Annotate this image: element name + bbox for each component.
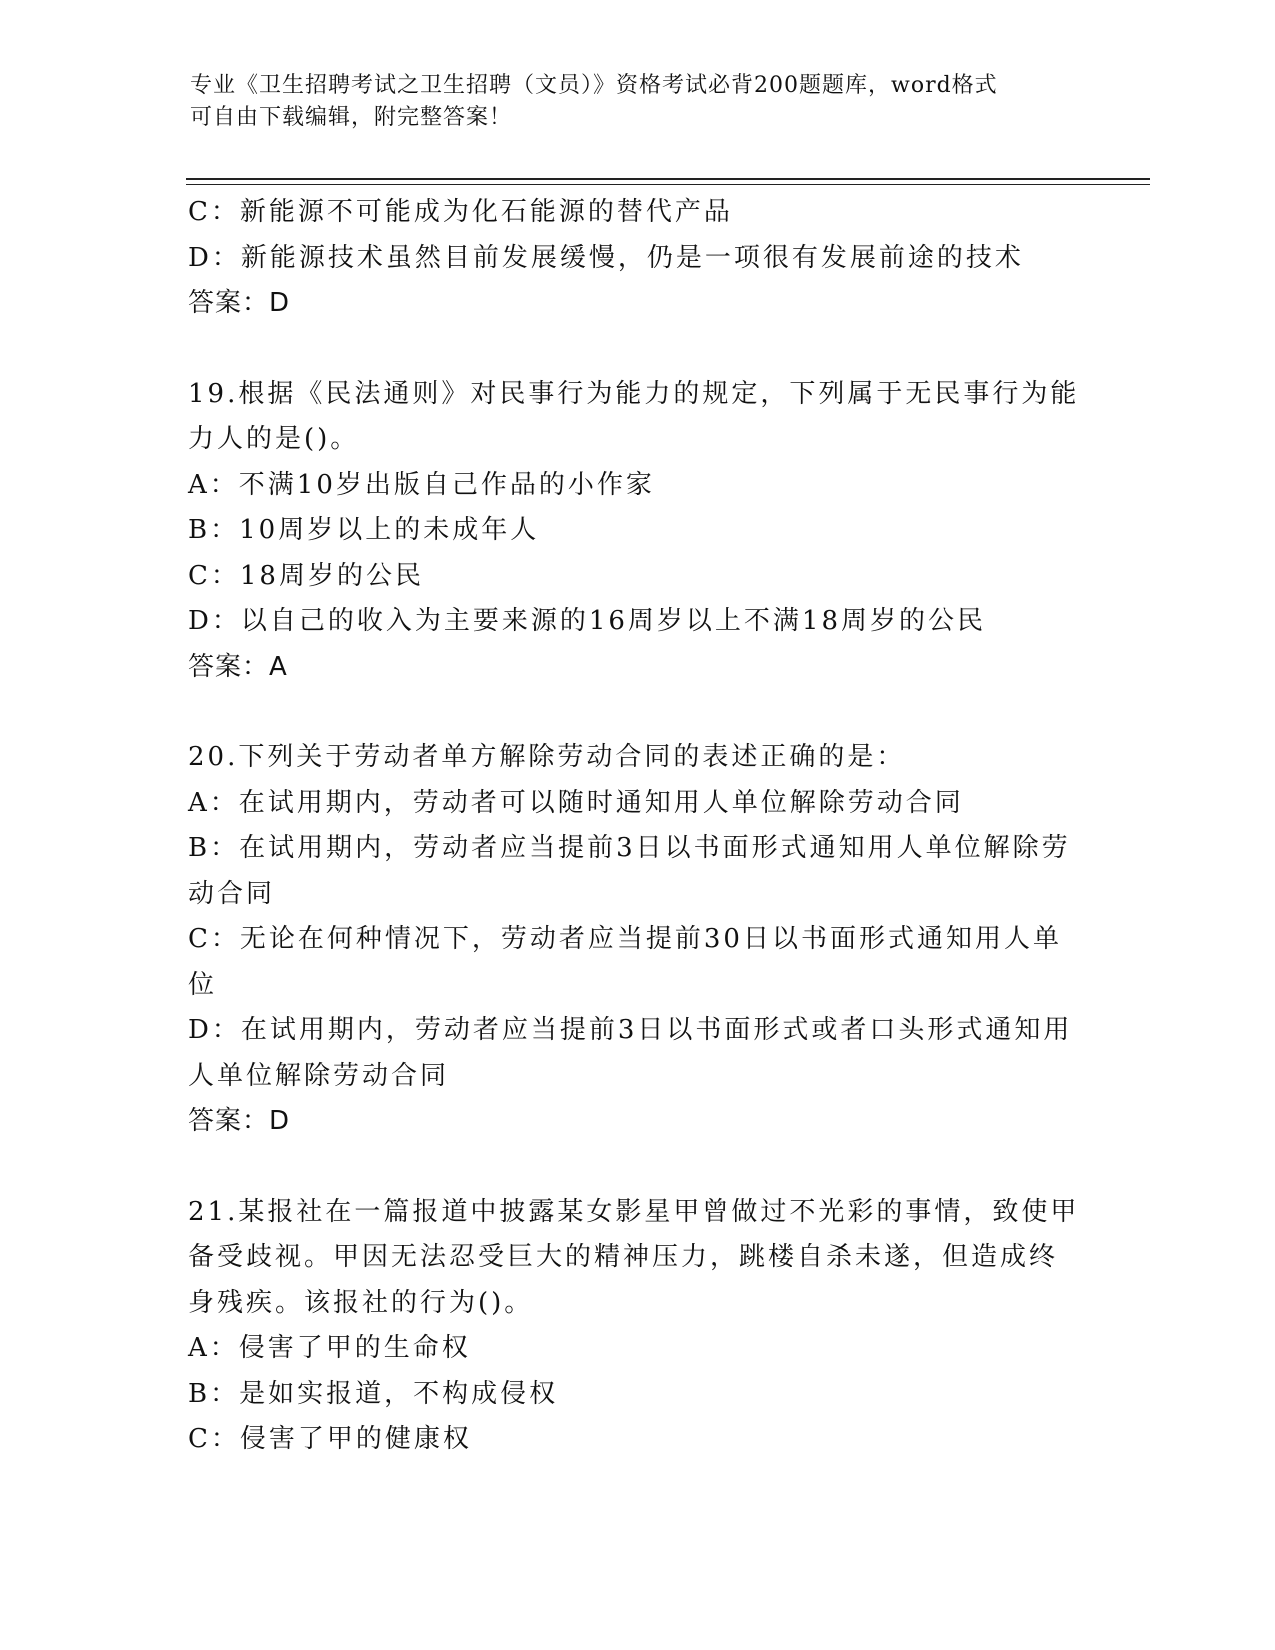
header-line-2: 可自由下载编辑，附完整答案！ bbox=[190, 105, 513, 130]
question-19 bbox=[188, 372, 1088, 691]
option-a: A：在试用期内，劳动者可以随时通知用人单位解除劳动合同 bbox=[188, 787, 964, 818]
option-d-cont: 人单位解除劳动合同 bbox=[188, 1060, 450, 1091]
answer-line: 答案：D bbox=[188, 1106, 291, 1136]
question-stem: 20.下列关于劳动者单方解除劳动合同的表述正确的是： bbox=[188, 742, 906, 772]
option-d: D：以自己的收入为主要来源的16周岁以上不满18周岁的公民 bbox=[188, 606, 987, 636]
header-line-1: 专业《卫生招聘考试之卫生招聘（文员）》资格考试必背200题题库，word格式 bbox=[190, 73, 998, 98]
question-stem: 21.某报社在一篇报道中披露某女影星甲曾做过不光彩的事情，致使甲 bbox=[188, 1196, 1080, 1227]
option-b-cont: 动合同 bbox=[188, 878, 276, 909]
question-stem-cont: 身残疾。该报社的行为()。 bbox=[188, 1287, 534, 1318]
question-18-continued bbox=[188, 190, 1088, 327]
question-20 bbox=[188, 735, 1088, 1145]
document-body bbox=[188, 190, 1088, 1463]
question-stem: 19.根据《民法通则》对民事行为能力的规定，下列属于无民事行为能 bbox=[188, 378, 1080, 409]
option-c-cont: 位 bbox=[188, 969, 218, 1000]
option-c: C：新能源不可能成为化石能源的替代产品 bbox=[188, 197, 733, 227]
answer-line: 答案：D bbox=[188, 288, 291, 318]
option-c: C：侵害了甲的健康权 bbox=[188, 1424, 472, 1454]
option-d: D：新能源技术虽然目前发展缓慢，仍是一项很有发展前途的技术 bbox=[188, 242, 1024, 273]
question-stem-cont: 备受歧视。甲因无法忍受巨大的精神压力，跳楼自杀未遂，但造成终 bbox=[188, 1242, 1059, 1272]
document-header bbox=[190, 70, 1090, 134]
option-c: C：无论在何种情况下，劳动者应当提前30日以书面形式通知用人单 bbox=[188, 924, 1062, 954]
option-b: B：在试用期内，劳动者应当提前3日以书面形式通知用人单位解除劳 bbox=[188, 833, 1071, 863]
option-b: B：10周岁以上的未成年人 bbox=[188, 515, 540, 545]
answer-line: 答案：A bbox=[188, 651, 288, 682]
option-d: D：在试用期内，劳动者应当提前3日以书面形式或者口头形式通知用 bbox=[188, 1015, 1073, 1045]
option-a: A：侵害了甲的生命权 bbox=[188, 1333, 471, 1363]
option-c: C：18周岁的公民 bbox=[188, 560, 424, 591]
question-21 bbox=[188, 1190, 1088, 1463]
option-a: A：不满10岁出版自己作品的小作家 bbox=[188, 469, 655, 500]
header-rule-thin bbox=[186, 184, 1150, 185]
question-stem-cont: 力人的是()。 bbox=[188, 424, 360, 454]
option-b: B：是如实报道，不构成侵权 bbox=[188, 1378, 559, 1409]
header-rule-thick bbox=[186, 178, 1150, 180]
